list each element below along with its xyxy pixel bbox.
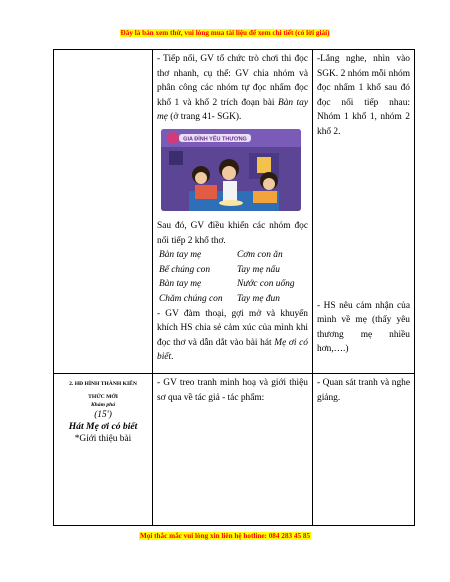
student-para: - Quan sát tranh và nghe giảng. (317, 378, 410, 403)
poem-line: Bế chúng con Tay mẹ nấu (159, 264, 280, 275)
poem-line: Bàn tay mẹ Nước con uống (159, 279, 295, 290)
teacher-para: - GV treo tranh minh hoạ và giới thiệu sơ qua về tác giả - tác phẩm: (157, 378, 308, 403)
table-row (54, 374, 415, 526)
teacher-para-2: Sau đó, GV điều khiển các nhóm đọc nối tiếp 2 khổ thơ. (157, 220, 308, 246)
section-cell-empty (54, 50, 153, 374)
poem-line: Bàn tay mẹ Cơm con ăn (159, 250, 283, 261)
table-row (54, 50, 415, 374)
section-title-cell (54, 374, 153, 526)
student-para-1: -Lắng nghe, nhìn vào SGK. 2 nhóm mỗi nhóm đọc nhẩm 1 khổ sau đó đọc nối tiếp nhau: Nhóm 1 khổ 1, nhóm 2 khổ 2. (317, 54, 410, 137)
teacher-para-1: - Tiếp nối, GV tổ chức trò chơi thi đọc thơ nhanh, cụ thể: GV chia nhóm và phân công các nhóm tự đọc nhẩm đọc khổ 1 và khổ 2 trích đoạn bài Bàn tay mẹ (ở trang 41- SGK). (157, 54, 308, 123)
student-activity-cell (313, 374, 415, 526)
textbook-illustration (161, 129, 301, 211)
poem-line: Chăm chúng con Tay mẹ đun (159, 293, 280, 304)
section-subheading: Khám phá (90, 402, 116, 408)
section-song-title: Hát Mẹ ơi có biết (68, 421, 138, 432)
teacher-para-3: - GV đàm thoại, gợi mở và khuyến khích HS chia sẻ cảm xúc của mình khi đọc thơ và dẫn dắt vào bài hát Mẹ ơi có biết. (157, 308, 308, 363)
section-intro-label: *Giới thiệu bài (74, 434, 132, 444)
header-banner: Đây là bản xem thử, vui lòng mua tài liệu để xem chi tiết (có lời giải) (120, 29, 330, 37)
section-heading-cont: THỨC MỚI (88, 393, 118, 400)
section-duration: (15') (94, 410, 112, 420)
section-heading: 2. HĐ HÌNH THÀNH KIẾN (69, 381, 137, 387)
student-para-2: - HS nêu cảm nhận của mình về mẹ (thấy yêu thương mẹ nhiều hơn,….) (317, 300, 410, 355)
lesson-plan-table (53, 49, 415, 526)
student-activity-cell (313, 50, 415, 374)
illustration-caption: GIA ĐÌNH YÊU THƯƠNG (183, 136, 247, 143)
poem-excerpt (157, 248, 308, 306)
teacher-activity-cell (153, 374, 313, 526)
teacher-activity-cell (153, 50, 313, 374)
footer-banner: Mọi thắc mắc vui lòng xin liên hệ hotline: 084 283 45 85 (139, 532, 311, 540)
